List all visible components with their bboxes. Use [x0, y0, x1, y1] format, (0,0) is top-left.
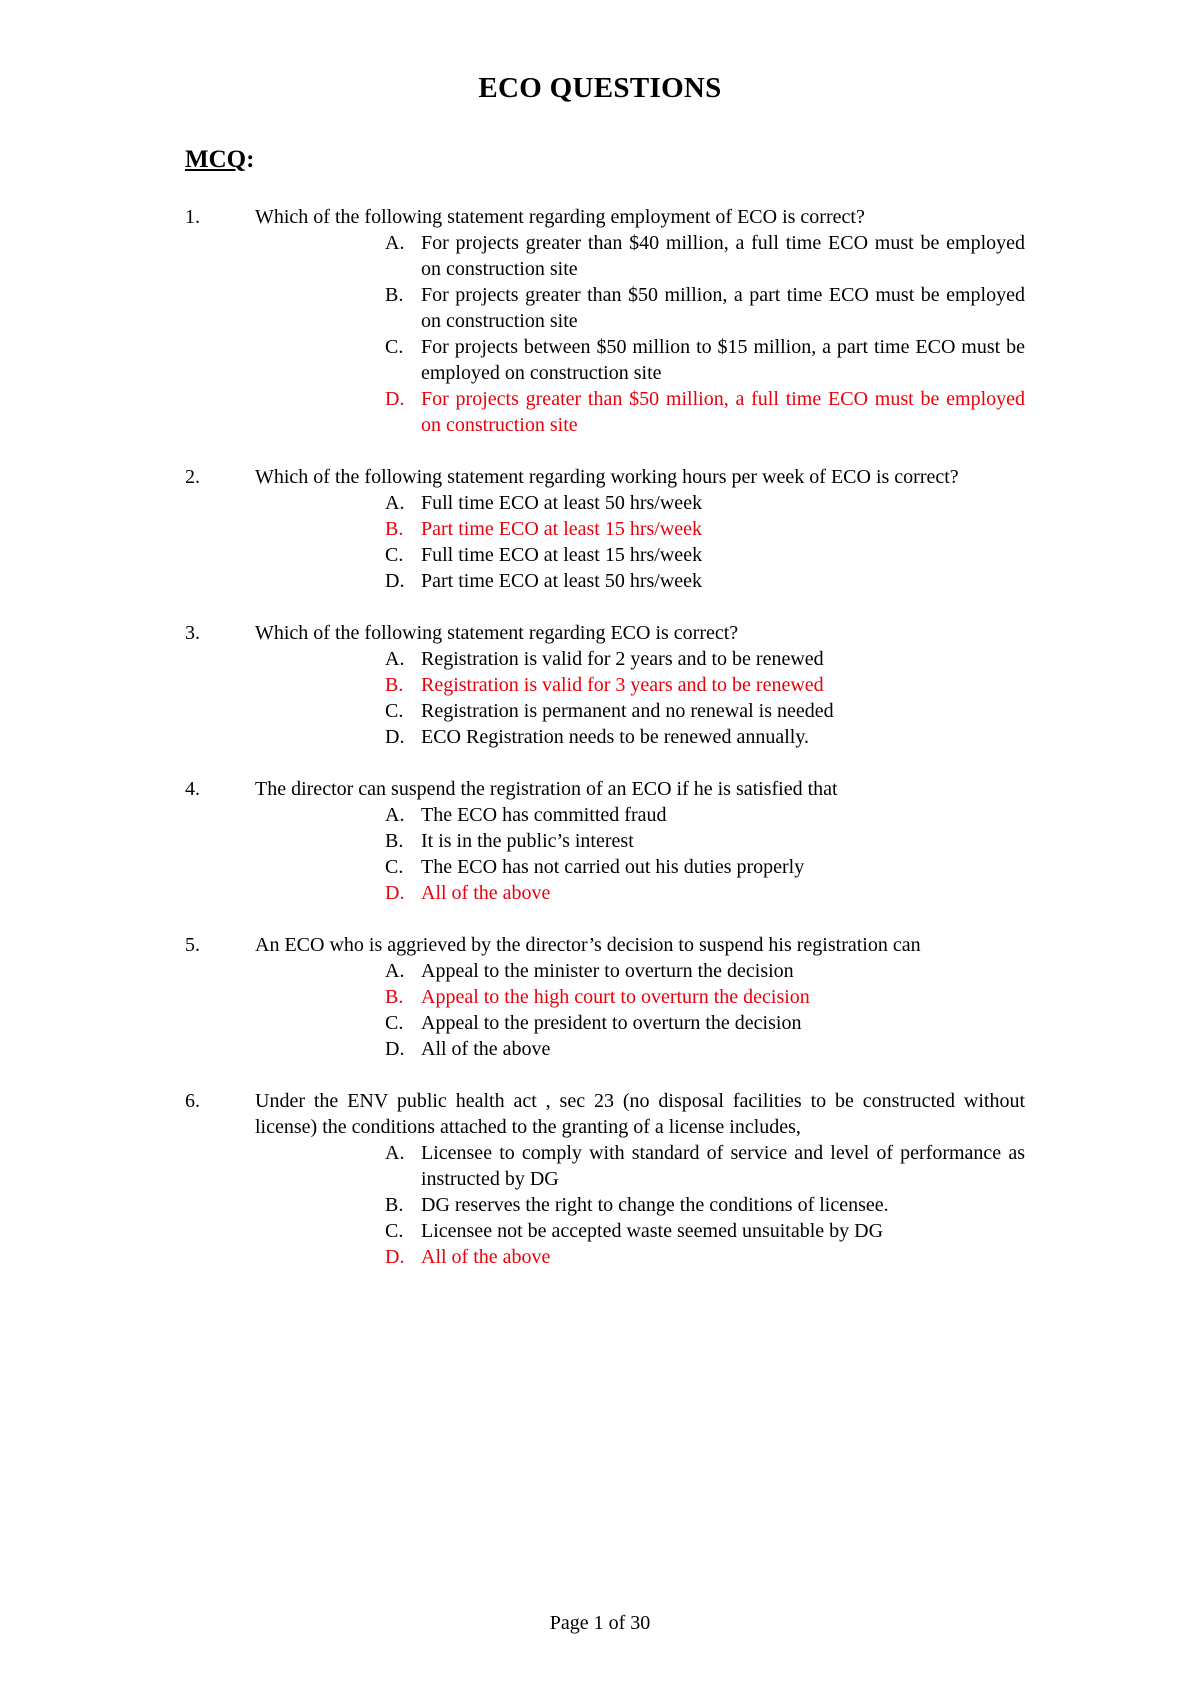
option-text: Registration is valid for 2 years and to be renewed — [421, 648, 824, 670]
question-stem — [0, 932, 1200, 958]
answer-option — [0, 880, 1200, 906]
option — [0, 1192, 1200, 1218]
option-text: All of the above — [421, 1246, 551, 1268]
option — [0, 1036, 1200, 1062]
answer-option — [0, 984, 1200, 1010]
answer-option — [0, 386, 1200, 438]
answer-option — [0, 672, 1200, 698]
option-text: All of the above — [421, 1038, 551, 1060]
question-text: Under the ENV public health act , sec 23 (no disposal facilities to be constructed without license) the conditions attached to the granting of a license includes, — [255, 1090, 1025, 1138]
option-text: Licensee not be accepted waste seemed unsuitable by DG — [421, 1220, 884, 1242]
question-number: 2. — [185, 466, 200, 488]
section-label: MCQ — [185, 146, 247, 173]
option-letter: A. — [385, 1142, 405, 1164]
question-text: An ECO who is aggrieved by the director’s decision to suspend his registration can — [255, 934, 921, 956]
option-text: The ECO has committed fraud — [421, 804, 667, 826]
option-letter: C. — [385, 1012, 404, 1034]
option-text: For projects greater than $50 million, a full time ECO must be employed on construction site — [421, 388, 1025, 436]
option-text: Appeal to the minister to overturn the decision — [421, 960, 794, 982]
section-colon: : — [246, 146, 255, 173]
option-letter: A. — [385, 232, 405, 254]
option-text: Licensee to comply with standard of service and level of performance as instructed by DG — [421, 1142, 1025, 1190]
option-letter: B. — [385, 674, 404, 696]
option-letter: A. — [385, 648, 405, 670]
answer-option — [0, 1244, 1200, 1270]
option-letter: B. — [385, 518, 404, 540]
option-text: For projects between $50 million to $15 million, a part time ECO must be employed on construction site — [421, 336, 1025, 384]
page-footer: Page 1 of 30 — [549, 1612, 651, 1634]
question-number: 5. — [185, 934, 200, 956]
question-number: 1. — [185, 206, 200, 228]
option-text: Full time ECO at least 50 hrs/week — [421, 492, 703, 514]
question-stem — [0, 464, 1200, 490]
option-letter: B. — [385, 1194, 404, 1216]
option — [0, 724, 1200, 750]
question-text: The director can suspend the registration of an ECO if he is satisfied that — [255, 778, 838, 800]
option-text: Part time ECO at least 15 hrs/week — [421, 518, 703, 540]
option-letter: D. — [385, 726, 405, 748]
option — [0, 1218, 1200, 1244]
option — [0, 1140, 1200, 1192]
option-text: The ECO has not carried out his duties properly — [421, 856, 805, 878]
option — [0, 802, 1200, 828]
question-6 — [0, 1088, 1200, 1270]
answer-option — [0, 516, 1200, 542]
option-letter: C. — [385, 544, 404, 566]
question-list — [0, 204, 1200, 1296]
option-text: For projects greater than $50 million, a part time ECO must be employed on construction site — [421, 284, 1025, 332]
option-text: It is in the public’s interest — [421, 830, 634, 852]
option-text: Registration is valid for 3 years and to be renewed — [421, 674, 824, 696]
option-letter: C. — [385, 700, 404, 722]
option-text: DG reserves the right to change the conditions of licensee. — [421, 1194, 889, 1216]
question-3 — [0, 620, 1200, 750]
option-letter: B. — [385, 830, 404, 852]
question-text: Which of the following statement regarding ECO is correct? — [255, 622, 739, 644]
option-letter: B. — [385, 986, 404, 1008]
option — [0, 698, 1200, 724]
question-number: 3. — [185, 622, 200, 644]
option-text: For projects greater than $40 million, a full time ECO must be employed on construction site — [421, 232, 1025, 280]
option — [0, 282, 1200, 334]
option-letter: B. — [385, 284, 404, 306]
option-letter: C. — [385, 336, 404, 358]
question-1 — [0, 204, 1200, 438]
option-text: Registration is permanent and no renewal is needed — [421, 700, 834, 722]
option — [0, 230, 1200, 282]
option-letter: D. — [385, 882, 405, 904]
option — [0, 334, 1200, 386]
option-letter: A. — [385, 804, 405, 826]
option — [0, 568, 1200, 594]
question-text: Which of the following statement regarding employment of ECO is correct? — [255, 206, 865, 228]
question-stem — [0, 1088, 1200, 1140]
option-letter: D. — [385, 570, 405, 592]
option — [0, 958, 1200, 984]
option-text: All of the above — [421, 882, 551, 904]
option-letter: C. — [385, 1220, 404, 1242]
option-text: Part time ECO at least 50 hrs/week — [421, 570, 703, 592]
question-stem — [0, 204, 1200, 230]
section-heading — [185, 146, 254, 174]
option-letter: C. — [385, 856, 404, 878]
option-letter: A. — [385, 960, 405, 982]
option-text: Appeal to the high court to overturn the decision — [421, 986, 810, 1008]
option — [0, 490, 1200, 516]
option-letter: A. — [385, 492, 405, 514]
question-text: Which of the following statement regarding working hours per week of ECO is correct? — [255, 466, 959, 488]
page-title: ECO QUESTIONS — [478, 72, 722, 104]
option-text: Appeal to the president to overturn the decision — [421, 1012, 802, 1034]
question-2 — [0, 464, 1200, 594]
question-number: 4. — [185, 778, 200, 800]
option — [0, 854, 1200, 880]
option — [0, 828, 1200, 854]
option — [0, 646, 1200, 672]
option-text: ECO Registration needs to be renewed annually. — [421, 726, 810, 748]
question-5 — [0, 932, 1200, 1062]
question-stem — [0, 776, 1200, 802]
question-number: 6. — [185, 1090, 200, 1112]
option — [0, 1010, 1200, 1036]
question-4 — [0, 776, 1200, 906]
question-stem — [0, 620, 1200, 646]
option-letter: D. — [385, 388, 405, 410]
option-letter: D. — [385, 1246, 405, 1268]
option-text: Full time ECO at least 15 hrs/week — [421, 544, 703, 566]
option-letter: D. — [385, 1038, 405, 1060]
option — [0, 542, 1200, 568]
